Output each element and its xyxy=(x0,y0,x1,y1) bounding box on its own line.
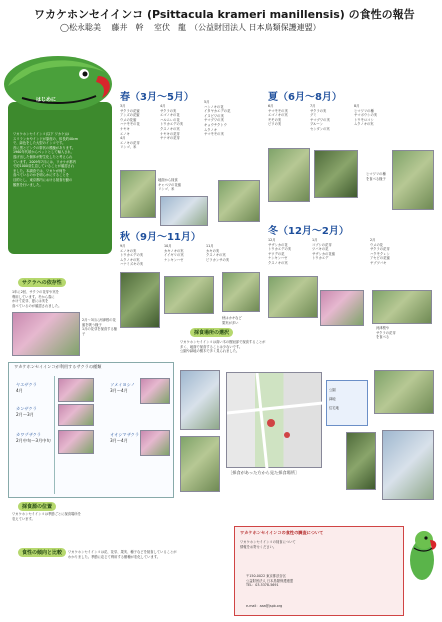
sakura-type-period: 3月〜4月 xyxy=(110,438,128,443)
summer-photo-3 xyxy=(392,150,434,210)
spring-col2: 4月 サクラの実 エゴノキの花 ハルニレの花 トウカエデの実 クスノキの実 ケヤキの花芽 ヤナギの花芽 xyxy=(160,104,184,141)
sakura-type-period: 2月中旬〜3月中旬 xyxy=(16,438,51,443)
autumn-col2: 10月 カキノキの実 イイギリの実 ナンキンハゼ xyxy=(164,244,184,262)
summer-title: 夏（6月〜8月） xyxy=(268,92,342,103)
contact-body: ワカケホンセイインコの採食について 情報をお寄せください。 xyxy=(240,540,296,549)
feeding-photo-5 xyxy=(382,430,434,500)
move-heading: 採食源の位置 xyxy=(18,502,56,511)
feeding-photo-2 xyxy=(374,370,434,414)
sakura-photo-caption: 2月〜3月に河津桜の花蜜を吸う様子 1月の花芽を採食する様子 xyxy=(82,318,118,336)
winter-col1: 12月 サザンカの花 トウカエデの実 ヤツデの花 ナンキンハゼ クスノキの実 xyxy=(268,238,292,265)
sakura-type-name: カンザクラ xyxy=(16,406,37,411)
spring-col3: 5月 ハンノキの花 イタヤカエデの花 イヌビワの実 ヤマグワの実 キョウチクトウ ムクノキ ヤマモモの実 xyxy=(204,100,231,137)
spring-title: 春（3月〜5月） xyxy=(120,92,194,103)
contact-address: 〒150-0022 東京都渋谷区 公益財団法人 日本鳥類保護連盟 TEL：03-5378-5691 xyxy=(246,574,294,588)
sakura-type-name: カワヅザクラ xyxy=(16,432,41,437)
winter-photo-2 xyxy=(320,290,364,326)
spring-photo-3 xyxy=(218,180,260,222)
sakura-type-photo xyxy=(58,430,94,454)
summer-note: ヒマワリの種 を食べる様子 xyxy=(366,172,386,181)
parrot-illustration xyxy=(2,46,114,110)
autumn-note: 秋はカキなど 果実が多い xyxy=(222,316,242,325)
sakura-type-name: ヤエザクラ xyxy=(16,382,37,387)
autumn-photo-3 xyxy=(222,272,260,312)
sakura-chart-label: ワカケホンセイインコが利用するサクラの種類 xyxy=(14,364,102,369)
sakura-type-period: 3月〜4月 xyxy=(110,388,128,393)
summary-heading: 食性の傾向と比較 xyxy=(18,548,66,557)
autumn-photo-2 xyxy=(164,276,214,314)
legend-item: 公園 xyxy=(329,387,336,392)
sakura-type-name: ソメイヨシノ xyxy=(110,382,135,387)
sakura-type-photo xyxy=(140,378,170,404)
winter-photo-1 xyxy=(268,276,318,318)
sakura-type-period: 4月 xyxy=(16,388,23,393)
map-overlay xyxy=(227,373,323,469)
winter-photo-3 xyxy=(372,290,432,324)
summer-col2: 7月 サクラの実 グミ ヤマグワの実 プルーン センダンの実 xyxy=(310,104,330,131)
summary-text: ワカケホンセイインコは花、花芽、果実、種子などを採食していることが わかりました。季節に応じて利用する樹種が変化しています。 xyxy=(68,550,177,559)
winter-title: 冬（12月〜2月） xyxy=(268,226,349,237)
sakura-type-photo xyxy=(58,378,94,402)
parrot-icon xyxy=(404,526,440,586)
sakura-photo-1 xyxy=(12,312,80,356)
intro-label: はじめに xyxy=(36,97,57,103)
contact-heading: ワカケホンセイインコの食性の調査について xyxy=(240,530,324,535)
feeding-photo-4 xyxy=(346,432,376,490)
winter-col3: 2月 ウメの花 サクラの花芽 ハクモクレン アセビの花蜜 ヤブツバキ xyxy=(370,238,390,265)
map-legend xyxy=(326,380,368,426)
feeding-space-text: ワカケホンセイインコは高い木の樹冠部で採食することが 多く、地面で採食することは少ないです。 公園や緑地の樹木で多く見られました。 xyxy=(180,340,266,354)
sakura-type-period: 2月〜3月 xyxy=(16,412,34,417)
sakura-type-photo xyxy=(58,404,94,426)
spring-col1: 3月 サクラの花蜜 アンズの花蜜 ウメの花蜜 ハナモモの花 ケヤキ エノキ 4月 エノキの花芽 リンゴ、米 xyxy=(120,104,140,150)
winter-note: 河津桜や サクラの花芽 を食べる xyxy=(376,326,396,340)
autumn-col1: 9月 エノキの実 トウカエデの実 ムクノキの実 ハナミズキの実 xyxy=(120,244,144,267)
poster-authors: ◯松永聡美 藤井 幹 室伏 龍 （公益財団法人 日本鳥類保護連盟） xyxy=(60,23,321,32)
summer-col1: 6月 ヤマモモの実 エゴノキの実 モモの実 ビワの実 xyxy=(268,104,288,127)
move-text: ワカケホンセイインコは季節ごとに採食場所を 変えています。 xyxy=(12,512,81,521)
feeding-photo-3 xyxy=(180,436,220,492)
map-caption: ［採食があった方から見た採食場所］ xyxy=(228,470,300,475)
legend-item: 緑地 xyxy=(329,396,336,401)
timeline-line xyxy=(54,376,55,494)
autumn-title: 秋（9月〜11月） xyxy=(120,232,201,243)
sakura-type-name: オオシマザクラ xyxy=(110,432,140,437)
feeding-space-heading: 採食場所の選択 xyxy=(190,328,233,337)
summer-col3: 8月 ヒマワリの種 ヤマボウシの実 トウモロコシ ムクノキの実 xyxy=(354,104,378,127)
summer-photo-2 xyxy=(314,150,358,198)
poster-title: ワカケホンセイインコ (Psittacula krameri manillensis) の食性の報告 xyxy=(34,8,415,21)
legend-item: 住宅地 xyxy=(329,405,339,410)
winter-col2: 1月 コブシの花芽 ツバキの花 サザンカの花蜜 トウカエデ xyxy=(312,238,336,261)
sakura-type-photo xyxy=(140,430,170,456)
spring-photo-1 xyxy=(120,170,156,218)
spring-note: 地面から採食 キャベツの花蜜 リンゴ、米 xyxy=(158,178,182,192)
summer-photo-1 xyxy=(268,148,310,202)
sakura-text: 1年に2回、サクラの花芽や実を 利用しています。冬から春に かけて花芽、夏には実を 食べているのが確認されました。 xyxy=(12,290,62,308)
contact-email: e-mail：aaa@jspb.org xyxy=(246,604,283,608)
intro-text: ワカケホンセイインコ(以下 ワカケ)は スリランカやインドが原産の、体長約40cm で、緑色をした大型のインコです。 首に黒とピンクの帯状の模様があります。 1960年代頃からペットとして輸入され、 逃げ出した個体が野生化したと考えられ ています。2009年7月には、ワカケが都内 で約1000羽生息していることが確認され ました。本調査では、ワカケが何を 食べているのかを明らかにすることを 目的とし、東京都内における採食行動の 観察を行いました。 xyxy=(13,132,79,187)
feeding-photo-1 xyxy=(180,370,220,430)
map-image xyxy=(226,372,322,468)
spring-photo-2 xyxy=(160,196,208,226)
sakura-heading: サクラへの依存性 xyxy=(18,278,66,287)
autumn-photo-1 xyxy=(120,272,160,328)
autumn-col3: 11月 カキの実 クスノキの実 ピラカンサの実 xyxy=(206,244,230,262)
